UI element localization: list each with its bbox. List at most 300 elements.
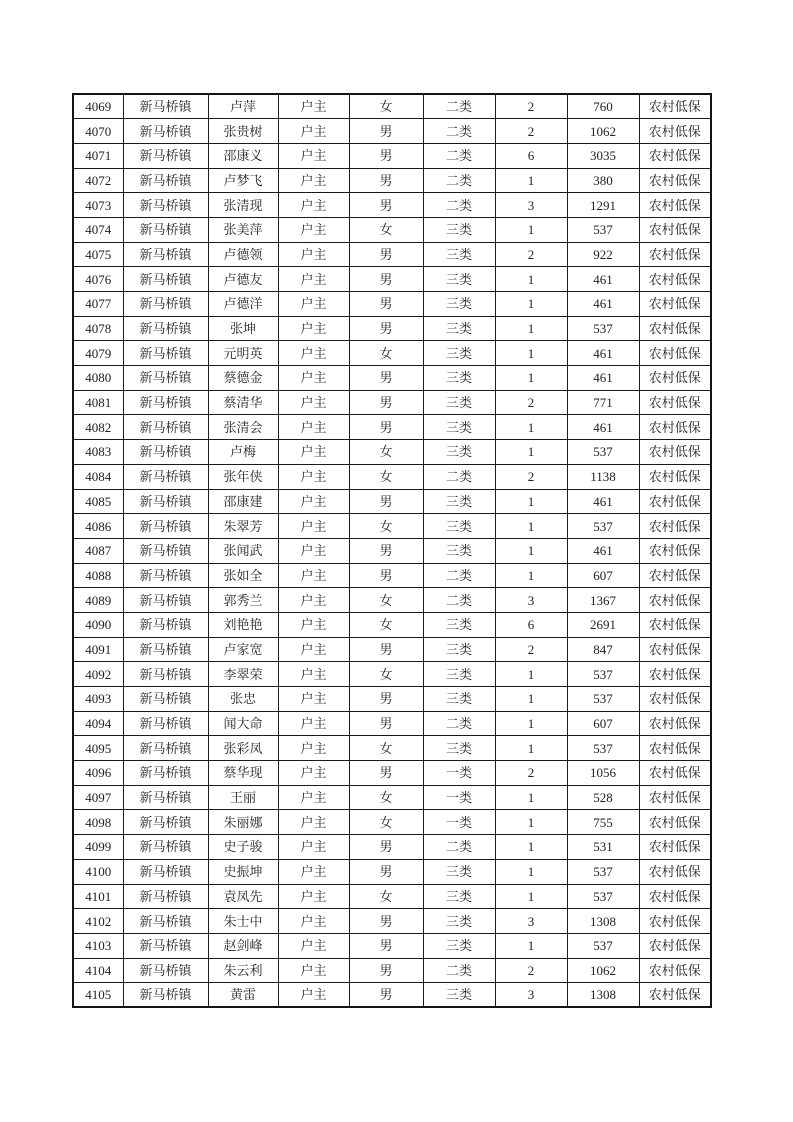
cell-town: 新马桥镇 [123, 958, 208, 983]
cell-gender: 女 [349, 514, 423, 539]
table-row [73, 94, 711, 119]
table-row [73, 958, 711, 983]
cell-gender: 女 [349, 94, 423, 119]
cell-relation: 户主 [278, 810, 349, 835]
cell-household-size: 2 [495, 242, 567, 267]
cell-household-size: 3 [495, 588, 567, 613]
cell-amount: 537 [567, 736, 639, 761]
cell-amount: 1308 [567, 983, 639, 1008]
cell-assistance-type: 农村低保 [639, 909, 711, 934]
cell-serial-number: 4076 [73, 267, 123, 292]
cell-town: 新马桥镇 [123, 415, 208, 440]
cell-relation: 户主 [278, 489, 349, 514]
cell-relation: 户主 [278, 884, 349, 909]
cell-category: 三类 [423, 366, 495, 391]
table-row [73, 736, 711, 761]
cell-amount: 537 [567, 933, 639, 958]
cell-gender: 女 [349, 612, 423, 637]
cell-serial-number: 4086 [73, 514, 123, 539]
cell-serial-number: 4085 [73, 489, 123, 514]
table-row [73, 933, 711, 958]
cell-gender: 男 [349, 687, 423, 712]
cell-name: 朱云利 [208, 958, 278, 983]
table-row [73, 687, 711, 712]
cell-category: 三类 [423, 267, 495, 292]
cell-category: 二类 [423, 711, 495, 736]
cell-gender: 男 [349, 168, 423, 193]
cell-amount: 1056 [567, 761, 639, 786]
cell-relation: 户主 [278, 143, 349, 168]
cell-relation: 户主 [278, 415, 349, 440]
cell-category: 三类 [423, 390, 495, 415]
cell-serial-number: 4096 [73, 761, 123, 786]
cell-serial-number: 4105 [73, 983, 123, 1008]
cell-category: 二类 [423, 588, 495, 613]
cell-name: 蔡德金 [208, 366, 278, 391]
cell-name: 卢家宽 [208, 637, 278, 662]
cell-name: 张如全 [208, 563, 278, 588]
cell-assistance-type: 农村低保 [639, 440, 711, 465]
cell-household-size: 1 [495, 489, 567, 514]
cell-town: 新马桥镇 [123, 464, 208, 489]
cell-serial-number: 4088 [73, 563, 123, 588]
cell-assistance-type: 农村低保 [639, 464, 711, 489]
cell-category: 三类 [423, 440, 495, 465]
cell-category: 三类 [423, 687, 495, 712]
cell-relation: 户主 [278, 217, 349, 242]
cell-category: 三类 [423, 637, 495, 662]
cell-town: 新马桥镇 [123, 143, 208, 168]
cell-gender: 男 [349, 909, 423, 934]
cell-category: 三类 [423, 415, 495, 440]
cell-gender: 男 [349, 983, 423, 1008]
cell-relation: 户主 [278, 514, 349, 539]
cell-category: 三类 [423, 662, 495, 687]
cell-gender: 男 [349, 119, 423, 144]
cell-gender: 女 [349, 736, 423, 761]
cell-town: 新马桥镇 [123, 514, 208, 539]
cell-serial-number: 4077 [73, 292, 123, 317]
cell-serial-number: 4087 [73, 538, 123, 563]
cell-relation: 户主 [278, 736, 349, 761]
cell-serial-number: 4101 [73, 884, 123, 909]
cell-name: 张清现 [208, 193, 278, 218]
table-row [73, 168, 711, 193]
cell-relation: 户主 [278, 785, 349, 810]
cell-serial-number: 4071 [73, 143, 123, 168]
cell-category: 二类 [423, 143, 495, 168]
cell-household-size: 1 [495, 440, 567, 465]
table-row [73, 884, 711, 909]
cell-assistance-type: 农村低保 [639, 933, 711, 958]
cell-name: 史子骏 [208, 835, 278, 860]
cell-town: 新马桥镇 [123, 662, 208, 687]
cell-town: 新马桥镇 [123, 761, 208, 786]
cell-name: 王丽 [208, 785, 278, 810]
cell-assistance-type: 农村低保 [639, 538, 711, 563]
cell-household-size: 2 [495, 119, 567, 144]
cell-town: 新马桥镇 [123, 168, 208, 193]
cell-assistance-type: 农村低保 [639, 316, 711, 341]
table-row [73, 143, 711, 168]
cell-name: 邵康义 [208, 143, 278, 168]
cell-gender: 女 [349, 440, 423, 465]
cell-assistance-type: 农村低保 [639, 958, 711, 983]
cell-household-size: 1 [495, 514, 567, 539]
cell-household-size: 1 [495, 884, 567, 909]
cell-relation: 户主 [278, 119, 349, 144]
table-row [73, 563, 711, 588]
cell-gender: 男 [349, 316, 423, 341]
cell-category: 二类 [423, 958, 495, 983]
cell-amount: 607 [567, 563, 639, 588]
cell-amount: 1062 [567, 119, 639, 144]
cell-gender: 男 [349, 242, 423, 267]
cell-serial-number: 4091 [73, 637, 123, 662]
cell-town: 新马桥镇 [123, 835, 208, 860]
cell-assistance-type: 农村低保 [639, 761, 711, 786]
cell-town: 新马桥镇 [123, 538, 208, 563]
cell-category: 二类 [423, 119, 495, 144]
table-row [73, 242, 711, 267]
cell-assistance-type: 农村低保 [639, 835, 711, 860]
cell-town: 新马桥镇 [123, 588, 208, 613]
cell-serial-number: 4084 [73, 464, 123, 489]
cell-name: 卢德友 [208, 267, 278, 292]
cell-relation: 户主 [278, 538, 349, 563]
cell-assistance-type: 农村低保 [639, 859, 711, 884]
cell-relation: 户主 [278, 835, 349, 860]
cell-gender: 男 [349, 835, 423, 860]
cell-relation: 户主 [278, 341, 349, 366]
cell-household-size: 1 [495, 785, 567, 810]
table-row [73, 761, 711, 786]
cell-category: 一类 [423, 761, 495, 786]
cell-gender: 男 [349, 859, 423, 884]
cell-amount: 537 [567, 316, 639, 341]
cell-gender: 男 [349, 292, 423, 317]
cell-serial-number: 4097 [73, 785, 123, 810]
cell-amount: 1062 [567, 958, 639, 983]
cell-serial-number: 4078 [73, 316, 123, 341]
cell-assistance-type: 农村低保 [639, 415, 711, 440]
cell-assistance-type: 农村低保 [639, 217, 711, 242]
cell-name: 卢梅 [208, 440, 278, 465]
cell-name: 张闻武 [208, 538, 278, 563]
table-row [73, 859, 711, 884]
cell-gender: 男 [349, 415, 423, 440]
cell-household-size: 1 [495, 859, 567, 884]
cell-category: 三类 [423, 217, 495, 242]
cell-assistance-type: 农村低保 [639, 983, 711, 1008]
cell-serial-number: 4093 [73, 687, 123, 712]
cell-name: 张坤 [208, 316, 278, 341]
cell-household-size: 1 [495, 341, 567, 366]
cell-category: 三类 [423, 538, 495, 563]
cell-gender: 男 [349, 489, 423, 514]
cell-household-size: 1 [495, 736, 567, 761]
cell-name: 卢德领 [208, 242, 278, 267]
cell-relation: 户主 [278, 366, 349, 391]
cell-gender: 女 [349, 341, 423, 366]
cell-town: 新马桥镇 [123, 292, 208, 317]
cell-name: 张贵树 [208, 119, 278, 144]
cell-relation: 户主 [278, 440, 349, 465]
cell-serial-number: 4069 [73, 94, 123, 119]
table-row [73, 193, 711, 218]
cell-category: 三类 [423, 341, 495, 366]
cell-amount: 461 [567, 489, 639, 514]
cell-assistance-type: 农村低保 [639, 637, 711, 662]
cell-category: 三类 [423, 316, 495, 341]
cell-name: 朱丽娜 [208, 810, 278, 835]
cell-amount: 537 [567, 687, 639, 712]
cell-amount: 380 [567, 168, 639, 193]
cell-town: 新马桥镇 [123, 884, 208, 909]
cell-serial-number: 4104 [73, 958, 123, 983]
cell-serial-number: 4072 [73, 168, 123, 193]
cell-category: 三类 [423, 736, 495, 761]
cell-name: 闻大命 [208, 711, 278, 736]
cell-relation: 户主 [278, 662, 349, 687]
cell-serial-number: 4100 [73, 859, 123, 884]
cell-assistance-type: 农村低保 [639, 711, 711, 736]
cell-serial-number: 4081 [73, 390, 123, 415]
cell-assistance-type: 农村低保 [639, 292, 711, 317]
cell-town: 新马桥镇 [123, 711, 208, 736]
cell-relation: 户主 [278, 761, 349, 786]
cell-amount: 1308 [567, 909, 639, 934]
cell-category: 一类 [423, 810, 495, 835]
cell-household-size: 1 [495, 168, 567, 193]
cell-amount: 461 [567, 267, 639, 292]
table-row [73, 711, 711, 736]
cell-serial-number: 4089 [73, 588, 123, 613]
cell-household-size: 1 [495, 687, 567, 712]
cell-amount: 922 [567, 242, 639, 267]
cell-assistance-type: 农村低保 [639, 736, 711, 761]
cell-category: 三类 [423, 612, 495, 637]
table-row [73, 366, 711, 391]
cell-name: 郭秀兰 [208, 588, 278, 613]
table-row [73, 440, 711, 465]
cell-town: 新马桥镇 [123, 489, 208, 514]
cell-relation: 户主 [278, 933, 349, 958]
table-row [73, 909, 711, 934]
cell-household-size: 1 [495, 662, 567, 687]
cell-name: 赵剑峰 [208, 933, 278, 958]
cell-town: 新马桥镇 [123, 316, 208, 341]
cell-gender: 女 [349, 884, 423, 909]
cell-gender: 男 [349, 958, 423, 983]
cell-town: 新马桥镇 [123, 687, 208, 712]
cell-serial-number: 4099 [73, 835, 123, 860]
cell-relation: 户主 [278, 563, 349, 588]
cell-gender: 女 [349, 464, 423, 489]
cell-gender: 男 [349, 711, 423, 736]
cell-serial-number: 4102 [73, 909, 123, 934]
cell-serial-number: 4080 [73, 366, 123, 391]
cell-amount: 755 [567, 810, 639, 835]
cell-category: 三类 [423, 292, 495, 317]
cell-serial-number: 4074 [73, 217, 123, 242]
table-row [73, 267, 711, 292]
cell-amount: 771 [567, 390, 639, 415]
cell-relation: 户主 [278, 242, 349, 267]
cell-household-size: 1 [495, 711, 567, 736]
cell-household-size: 1 [495, 292, 567, 317]
cell-category: 二类 [423, 563, 495, 588]
cell-household-size: 6 [495, 612, 567, 637]
cell-assistance-type: 农村低保 [639, 193, 711, 218]
cell-amount: 537 [567, 662, 639, 687]
cell-household-size: 1 [495, 563, 567, 588]
cell-category: 三类 [423, 514, 495, 539]
cell-household-size: 1 [495, 415, 567, 440]
table-row [73, 637, 711, 662]
cell-relation: 户主 [278, 687, 349, 712]
cell-name: 张清会 [208, 415, 278, 440]
cell-household-size: 2 [495, 94, 567, 119]
cell-amount: 461 [567, 415, 639, 440]
cell-household-size: 2 [495, 761, 567, 786]
table-row [73, 415, 711, 440]
cell-amount: 461 [567, 292, 639, 317]
cell-assistance-type: 农村低保 [639, 612, 711, 637]
cell-serial-number: 4092 [73, 662, 123, 687]
cell-category: 三类 [423, 859, 495, 884]
cell-serial-number: 4079 [73, 341, 123, 366]
cell-relation: 户主 [278, 612, 349, 637]
table-row [73, 538, 711, 563]
cell-town: 新马桥镇 [123, 810, 208, 835]
cell-amount: 461 [567, 366, 639, 391]
table-row [73, 390, 711, 415]
cell-gender: 女 [349, 662, 423, 687]
table-row [73, 612, 711, 637]
cell-name: 张美萍 [208, 217, 278, 242]
cell-name: 朱翠芳 [208, 514, 278, 539]
cell-relation: 户主 [278, 909, 349, 934]
cell-town: 新马桥镇 [123, 217, 208, 242]
cell-amount: 537 [567, 859, 639, 884]
cell-serial-number: 4075 [73, 242, 123, 267]
cell-relation: 户主 [278, 316, 349, 341]
cell-relation: 户主 [278, 711, 349, 736]
cell-amount: 537 [567, 884, 639, 909]
cell-name: 卢梦飞 [208, 168, 278, 193]
table-row [73, 588, 711, 613]
cell-name: 元明英 [208, 341, 278, 366]
cell-serial-number: 4073 [73, 193, 123, 218]
cell-town: 新马桥镇 [123, 94, 208, 119]
cell-gender: 男 [349, 761, 423, 786]
cell-household-size: 3 [495, 909, 567, 934]
cell-name: 史振坤 [208, 859, 278, 884]
table-row [73, 316, 711, 341]
table-row [73, 662, 711, 687]
cell-assistance-type: 农村低保 [639, 785, 711, 810]
table-row [73, 119, 711, 144]
cell-amount: 528 [567, 785, 639, 810]
cell-relation: 户主 [278, 292, 349, 317]
cell-gender: 男 [349, 267, 423, 292]
cell-amount: 847 [567, 637, 639, 662]
cell-town: 新马桥镇 [123, 267, 208, 292]
cell-category: 三类 [423, 909, 495, 934]
table-row [73, 464, 711, 489]
cell-town: 新马桥镇 [123, 119, 208, 144]
cell-gender: 女 [349, 810, 423, 835]
cell-relation: 户主 [278, 983, 349, 1008]
cell-town: 新马桥镇 [123, 637, 208, 662]
cell-amount: 3035 [567, 143, 639, 168]
cell-serial-number: 4082 [73, 415, 123, 440]
cell-household-size: 1 [495, 538, 567, 563]
table-row [73, 217, 711, 242]
cell-relation: 户主 [278, 859, 349, 884]
cell-town: 新马桥镇 [123, 933, 208, 958]
cell-name: 刘艳艳 [208, 612, 278, 637]
cell-household-size: 2 [495, 958, 567, 983]
cell-name: 卢德洋 [208, 292, 278, 317]
cell-category: 三类 [423, 242, 495, 267]
cell-name: 张忠 [208, 687, 278, 712]
cell-household-size: 1 [495, 835, 567, 860]
cell-serial-number: 4083 [73, 440, 123, 465]
cell-town: 新马桥镇 [123, 859, 208, 884]
cell-amount: 537 [567, 440, 639, 465]
cell-assistance-type: 农村低保 [639, 884, 711, 909]
table-row [73, 785, 711, 810]
cell-name: 张年侠 [208, 464, 278, 489]
cell-household-size: 1 [495, 810, 567, 835]
cell-amount: 537 [567, 514, 639, 539]
cell-amount: 461 [567, 341, 639, 366]
cell-category: 二类 [423, 464, 495, 489]
cell-serial-number: 4098 [73, 810, 123, 835]
cell-household-size: 6 [495, 143, 567, 168]
cell-town: 新马桥镇 [123, 785, 208, 810]
cell-assistance-type: 农村低保 [639, 94, 711, 119]
cell-household-size: 2 [495, 390, 567, 415]
cell-amount: 760 [567, 94, 639, 119]
cell-household-size: 1 [495, 316, 567, 341]
table-row [73, 835, 711, 860]
cell-town: 新马桥镇 [123, 736, 208, 761]
cell-town: 新马桥镇 [123, 440, 208, 465]
cell-category: 二类 [423, 168, 495, 193]
cell-category: 三类 [423, 983, 495, 1008]
cell-assistance-type: 农村低保 [639, 514, 711, 539]
cell-assistance-type: 农村低保 [639, 119, 711, 144]
cell-gender: 男 [349, 563, 423, 588]
table-body [73, 94, 711, 1007]
cell-name: 蔡清华 [208, 390, 278, 415]
cell-household-size: 1 [495, 366, 567, 391]
cell-amount: 1138 [567, 464, 639, 489]
cell-household-size: 3 [495, 983, 567, 1008]
cell-assistance-type: 农村低保 [639, 242, 711, 267]
cell-household-size: 1 [495, 267, 567, 292]
table-row [73, 514, 711, 539]
cell-name: 卢萍 [208, 94, 278, 119]
cell-town: 新马桥镇 [123, 983, 208, 1008]
cell-amount: 607 [567, 711, 639, 736]
cell-category: 三类 [423, 884, 495, 909]
cell-assistance-type: 农村低保 [639, 143, 711, 168]
cell-household-size: 2 [495, 637, 567, 662]
